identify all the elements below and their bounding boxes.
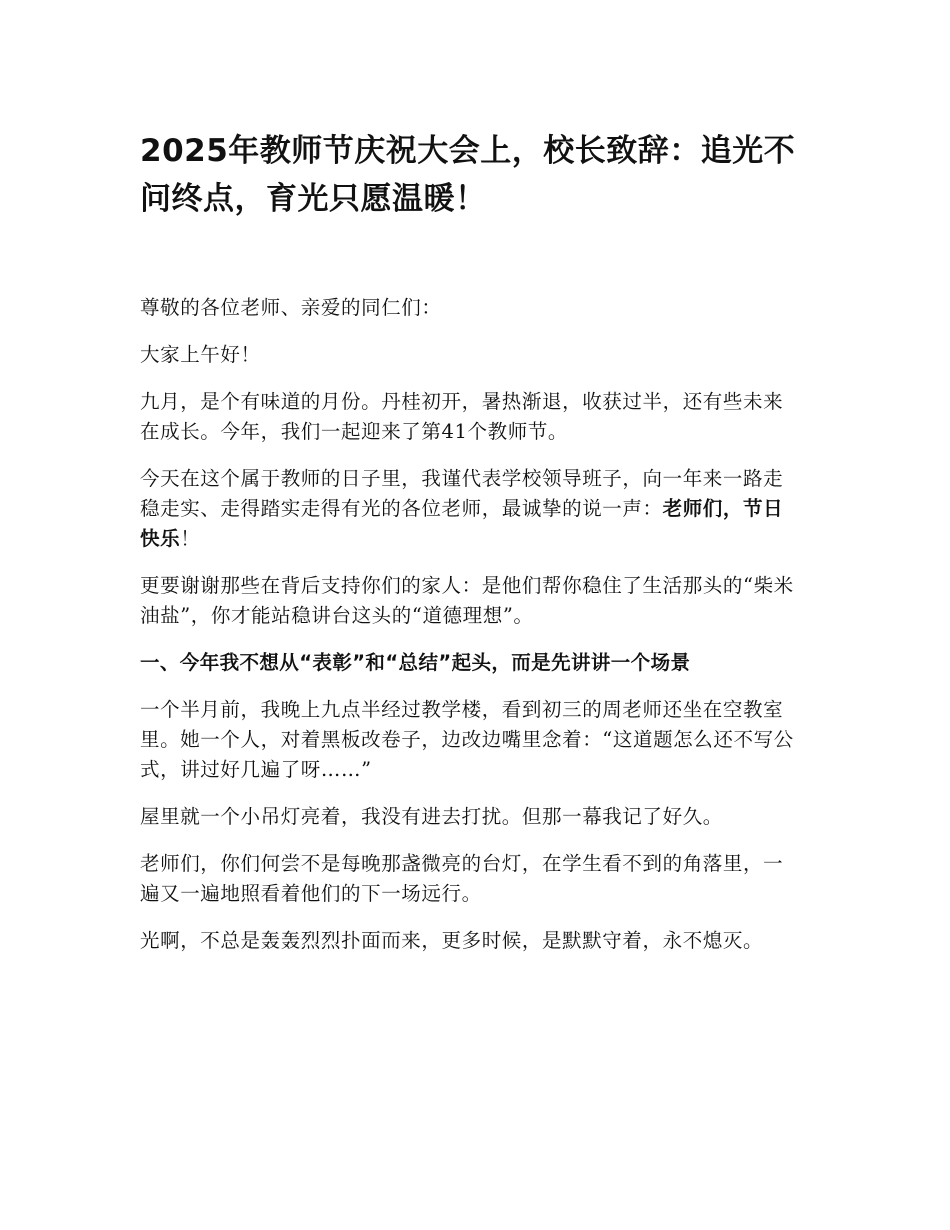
document-title: 2025年教师节庆祝大会上，校长致辞：追光不问终点，育光只愿温暖！ [140, 133, 796, 217]
paragraph-teachers-light: 老师们，你们何尝不是每晚那盏微亮的台灯，在学生看不到的角落里，一遍又一遍地照看着他们的下一场远行。 [140, 852, 784, 905]
paragraph-thanks-end: ！ [180, 527, 201, 550]
paragraph-thanks-families: 更要谢谢那些在背后支持你们的家人：是他们帮你稳住了生活那头的“柴米油盐”，你才能站稳讲台这头的“道德理想”。 [140, 574, 794, 627]
paragraph-light: 光啊，不总是轰轰烈烈扑面而来，更多时候，是默默守着，永不熄灭。 [140, 929, 764, 952]
paragraph-thanks-teachers [140, 464, 800, 554]
paragraph-scene: 一个半月前，我晚上九点半经过教学楼，看到初三的周老师还坐在空教室里。她一个人，对着黑板改卷子，边改边嘴里念着：“这道题怎么还不写公式，讲过好几遍了呀……” [140, 698, 794, 781]
section-heading-1: 一、今年我不想从“表彰”和“总结”起头，而是先讲讲一个场景 [140, 651, 691, 674]
paragraph-september: 九月，是个有味道的月份。丹桂初开，暑热渐退，收获过半，还有些未来在成长。今年，我们一起迎来了第41个教师节。 [140, 390, 784, 443]
paragraph-thanks-text: 今天在这个属于教师的日子里，我谨代表学校领导班子，向一年来一路走稳走实、走得踏实走得有光的各位老师，最诚挚的说一声： [140, 467, 784, 520]
document-content [140, 127, 800, 973]
holiday-greeting-bold: 老师们，节日快乐 [140, 497, 784, 550]
paragraph-lamp: 屋里就一个小吊灯亮着，我没有进去打扰。但那一幕我记了好久。 [140, 805, 723, 828]
greeting: 大家上午好！ [140, 343, 261, 366]
salutation: 尊敬的各位老师、亲爱的同仁们： [140, 296, 442, 319]
document-body [140, 293, 800, 956]
